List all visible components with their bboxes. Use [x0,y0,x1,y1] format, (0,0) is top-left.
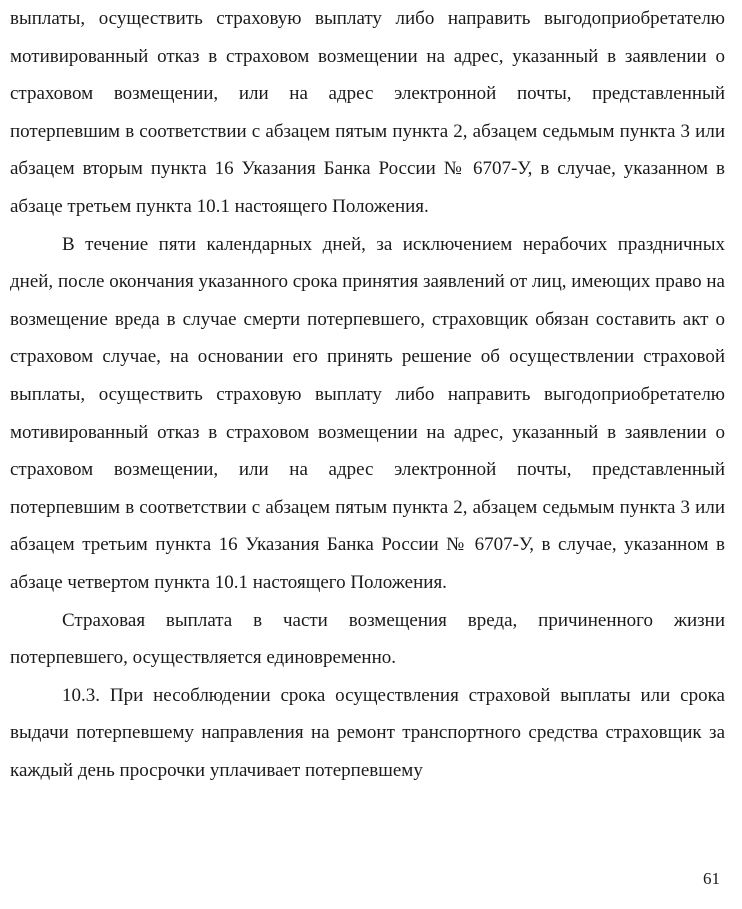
paragraph-lump-sum: Страховая выплата в части возмещения вреда, причиненного жизни потерпевшего, осуществляется единовременно. [10,609,725,669]
paragraph-continuation: выплаты, осуществить страховую выплату либо направить выгодоприобретателю мотивированный отказ в страховом возмещении на адрес, указанный в заявлении о страховом возмещении, или на адрес электронной почты, представленный потерпевшим в соответствии с абзацем пятым пункта 2, абзацем седьмым пункта 3 или абзацем вторым пункта 16 Указания Банка России № 6707-У, в случае, указанном в абзаце третьем пункта 10.1 настоящего Положения. [10,8,725,217]
paragraph-10-3: 10.3. При несоблюдении срока осуществления страховой выплаты или срока выдачи потерпевшему направления на ремонт транспортного средства страховщик за каждый день просрочки уплачивает потерпевшему [10,684,725,781]
document-body [10,0,725,789]
paragraph-five-days: В течение пяти календарных дней, за исключением нерабочих праздничных дней, после окончания указанного срока принятия заявлений от лиц, имеющих право на возмещение вреда в случае смерти потерпевшего, страховщик обязан составить акт о страховом случае, на основании его принять решение об осуществлении страховой выплаты, осуществить страховую выплату либо направить выгодоприобретателю мотивированный отказ в страховом возмещении на адрес, указанный в заявлении о страховом возмещении, или на адрес электронной почты, представленный потерпевшим в соответствии с абзацем пятым пункта 2, абзацем седьмым пункта 3 или абзацем третьим пункта 16 Указания Банка России № 6707-У, в случае, указанном в абзаце четвертом пункта 10.1 настоящего Положения. [10,233,725,593]
page-number: 61 [703,869,720,888]
